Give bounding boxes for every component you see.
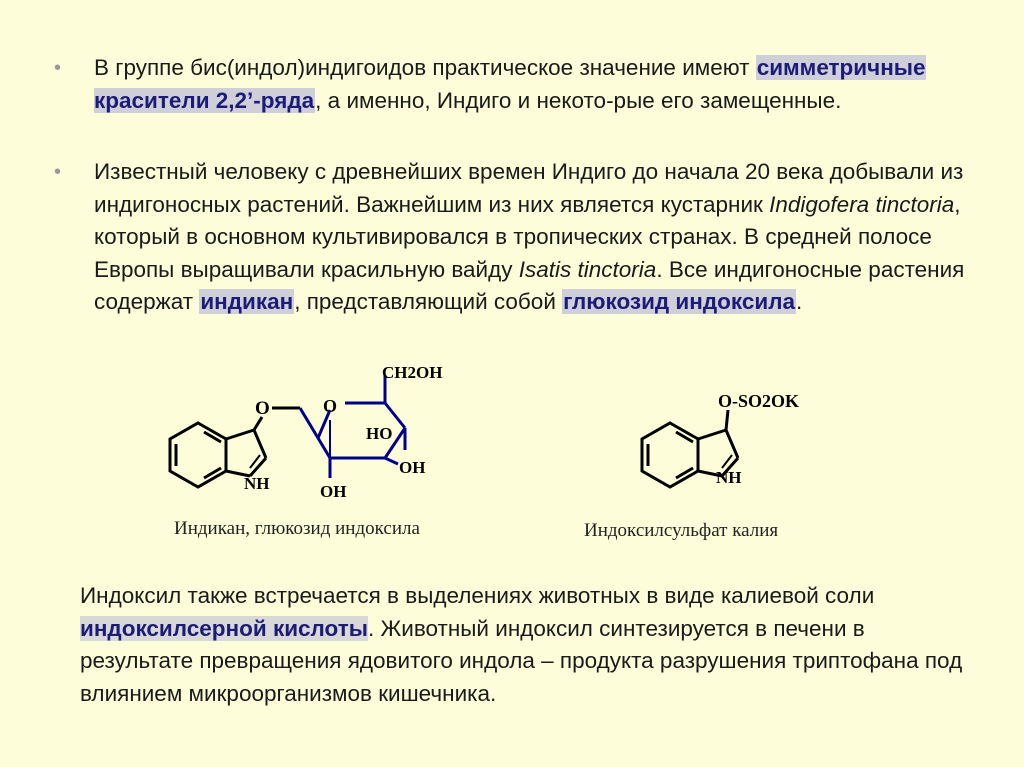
bullet-marker: • (54, 57, 62, 79)
text: , а именно, Индиго и некото-рые его замещенные. (315, 87, 842, 113)
oh-label-right: OH (399, 458, 426, 477)
indican-caption: Индикан, глюкозид индоксила (174, 518, 420, 539)
structures-svg (0, 360, 1024, 570)
ch2oh-label: CH2OH (382, 363, 443, 382)
sulfate-caption: Индоксилсульфат калия (584, 520, 779, 541)
closing-paragraph (80, 580, 980, 710)
paragraph-1 (94, 52, 984, 117)
text: В группе бис(индол)индигоидов практическое значение имеют (94, 55, 756, 80)
text: Индоксил также встречается в выделениях животных в виде калиевой соли (80, 583, 875, 608)
oh-label-bottom: OH (320, 482, 347, 501)
text: . Животный индоксил синтезируется в печени в результате превращения ядовитого индола – продукта разрушения триптофана под влиянием микроорганизмов кишечника. (80, 615, 963, 706)
chemical-structures (0, 360, 1024, 570)
paragraph-2 (94, 156, 984, 319)
text: , который в основном культивировался в тропических странах. В средней полосе Европы выращивали красильную вайду (94, 191, 961, 282)
sulfate-nh-label: NH (716, 468, 742, 487)
highlight-term: индоксилсерной кислоты (80, 615, 368, 641)
text: Известный человеку с древнейших времен Индиго до начала 20 века добывали из индигоносных растений. Важнейшим из них является кустарник (94, 159, 964, 217)
highlight-term: глюкозид индоксила (563, 289, 796, 314)
text: . Все индигоносные растения содержат (94, 256, 965, 314)
indican-o-link: O (255, 398, 270, 419)
indican-indoxyl-structure (170, 408, 300, 487)
ho-label: HO (366, 424, 393, 443)
highlight-term: индикан (200, 289, 294, 314)
latin-name: Isatis tinctoria (518, 256, 657, 282)
text: , представляющий собой (294, 289, 563, 314)
sulfate-group-label: O-SO2OK (718, 391, 800, 411)
text: . (796, 289, 803, 314)
bullet-marker: • (54, 161, 62, 183)
indican-nh-label: NH (244, 474, 270, 493)
glucose-ring-o: O (323, 396, 338, 416)
latin-name: Indigofera tinctoria (769, 191, 955, 217)
highlight-term: симметричные красители 2,2’-ряда (94, 55, 926, 113)
